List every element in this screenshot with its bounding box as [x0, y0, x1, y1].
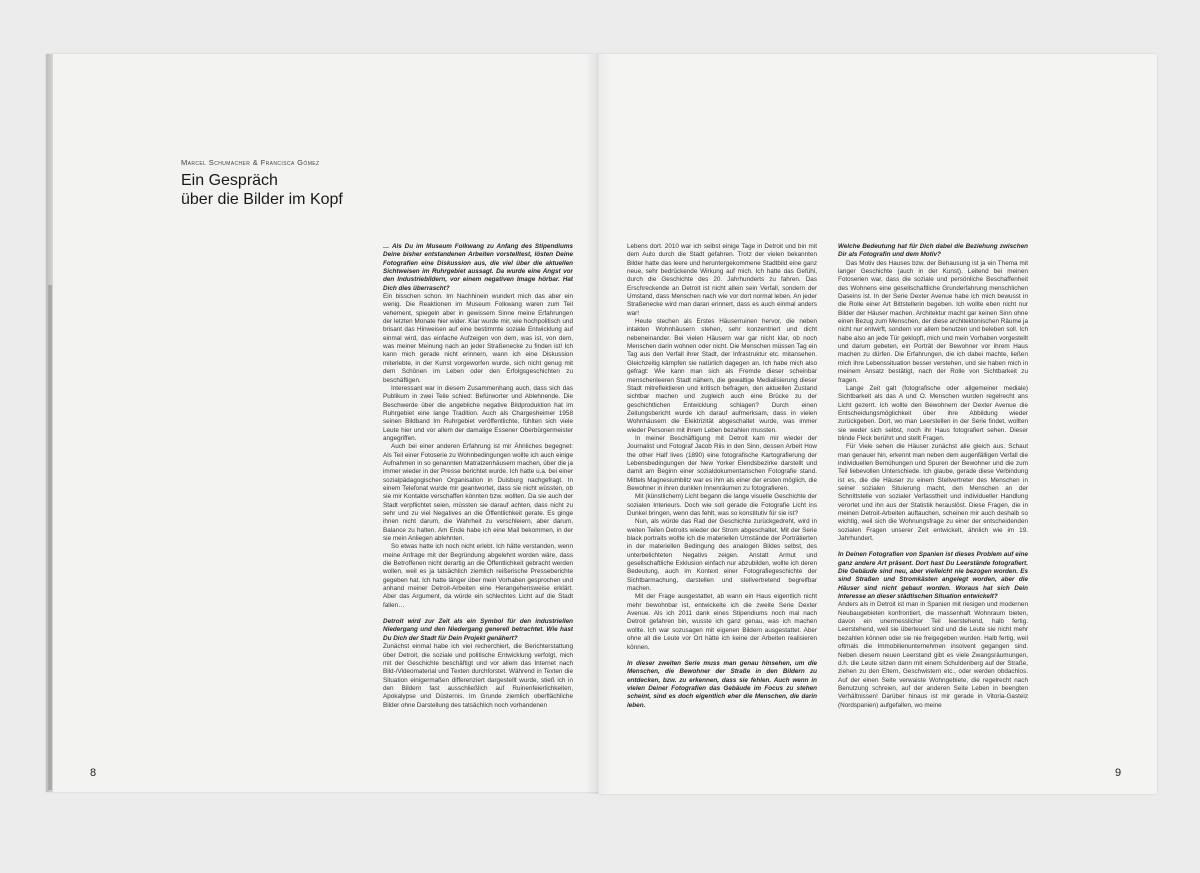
paragraph: Auch bei einer anderen Erfahrung ist mir Ähnliches begegnet: Als Teil einer Fotoserie zu Wohnbedingungen wollte ich auch einige Aufnahmen in so genannten Matratzenhäusern machen, über die ja immer wieder in der Presse berichtet wurde. Ich hatte u.a. bei einer sozialpädagogischen Organisation in Duisburg nachgefragt. In einem Telefonat wurde mir geantwortet, dass sie nicht wüssten, ob sie mir Kontakte verschaffen könnten bzw. wollten. Da sie auch der Stadt verpflichtet seien, müssten sie darauf achten, dass nicht zu sehr und zu viel Negatives an die Öffentlichkeit gerate. Es ginge ihnen nicht darum, die Wahrheit zu verschleiern, aber darum, Balance zu halten. Am Ende habe ich eine Mail bekommen, in der sie mein Anliegen ablehnten.: [383, 443, 573, 543]
interview-question: Welche Bedeutung hat für Dich dabei die Beziehung zwischen Dir als Fotografin und dem Motiv?: [838, 243, 1028, 259]
paragraph: Lange Zeit galt (fotografische oder allgemeiner mediale) Sichtbarkeit als das A und O. Menschen wurden regelrecht ans Licht gezerrt. Ich wollte den Bewohnern der Dexter Avenue die Entscheidungsmöglichkeit über ihre Abbildung wieder zurückgeben. Dort, wo man Leerstellen in der Serie findet, wollten sie weder sich selbst, noch ihr Haus fotografiert sehen. Dieser blinde Fleck berührt und stellt Fragen.: [838, 384, 1028, 442]
interview-question: In Deinen Fotografien von Spanien ist dieses Problem auf eine ganz andere Art präsent. Dort hast Du Leerstände fotografiert. Die Gebäude sind neu, aber vielleicht nie bezogen worden. Es sind Straßen und Stromkästen angelegt worden, aber die Häuser sind nicht gebaut worden. Woraus hat sich Dein Interesse an dieser städtischen Situation entwickelt?: [838, 551, 1028, 601]
paragraph: In meiner Beschäftigung mit Detroit kam mir wieder der Journalist und Fotograf Jacob Riis in den Sinn, dessen Arbeit How the other Half lives (1890) eine fotografische Kartografierung der Lebensbedingungen der New Yorker Elendsbezirke darstellt und damit am Beginn einer sozialdokumentarischen Fotografie stand. Mittels Magnesiumblitz war es ihm als einer der ersten möglich, die Bewohner in ihren dunklen Innenräumen zu fotografieren.: [627, 434, 817, 492]
interview-question: In dieser zweiten Serie muss man genau hinsehen, um die Menschen, die Bewohner der Straße in den Bildern zu entdecken, bzw. zu erkennen, dass sie fehlen. Auch wenn in vielen Deiner Fotografien das Gebäude im Focus zu stehen scheint, sind es doch eigentlich eher die Menschen, die darin leben.: [627, 659, 817, 709]
paragraph: Das Motiv des Hauses bzw. der Behausung ist ja ein Thema mit langer Geschichte (auch in der Kunst). Leitend bei meinen Fotoserien war, dass die soziale und persönliche Beschaffenheit des Wohnens eine gesellschaftliche Grunderfahrung menschlichen Daseins ist. In der Serie Dexter Avenue habe ich mich bewusst in die Rolle einer Art Bittstellerin begeben. Ich wollte eben nicht nur Bilder der Häuser machen. Architektur macht gar keinen Sinn ohne einen Bezug zum Menschen, der diese architektonischen Räume ja nicht nur entwirft, sondern vor allem benutzen und beleben soll. Ich habe also an jede Tür geklopft, mich und mein Vorhaben vorgestellt und darum gebeten, ein Porträt der Bewohner vor ihrem Haus machen zu dürfen. Die Erfahrungen, die ich dabei machte, ließen mich ihre Lebenssituation besser verstehen, und sie haben mich in meinem Ansatz bestätigt, nach der Rolle von Sichtbarkeit zu fragen.: [838, 259, 1028, 384]
paragraph: Interessant war in diesem Zusammenhang auch, dass sich das Publikum in zwei Teile schied: Befürworter und Ablehnende. Die Beschwerde über die angebliche negative Bildproduktion hat im Ruhrgebiet eine lange Tradition. Auch als Chargesheimer 1958 seinen Bildband Im Ruhrgebiet veröffentlichte, fühlten sich viele Leute hier und vor allem der damalige Essener Oberbürgermeister angegriffen.: [383, 384, 573, 442]
text-column: [627, 243, 817, 771]
paragraph: Mit der Frage ausgestattet, ab wann ein Haus eigentlich nicht mehr bewohnbar ist, entwickelte ich die zweite Serie Dexter Avenue. Als ich 2011 dank eines Stipendiums noch mal nach Detroit gefahren bin, wusste ich ganz genau, was ich machen wollte. Ich war sozusagen mit eigenen Bildern ausgestattet. Aber ohne all die Leute vor Ort hätte ich keine der Arbeiten realisieren können.: [627, 593, 817, 651]
title-line: über die Bilder im Kopf: [181, 191, 343, 208]
byline: Marcel Schumacher & Francisca Gómez: [181, 158, 320, 167]
paragraph: Heute stechen als Erstes Häuserruinen hervor, die neben intakten Wohnhäusern stehen, sehr konzentriert und dicht nebeneinander. Bei vielen Häusern war gar nicht klar, ob noch Menschen darin wohnen oder nicht. Die Menschen müssen Tag ein Tag aus den Verfall ihrer Stadt, der Infrastruktur etc. mitansehen. Gleichzeitig kämpfen sie natürlich dagegen an. Ich habe mich also gefragt: Wie kann man sich als Fremde dieser scheinbar menschenleeren Stadt nähern, die gewaltige Medialisierung dieser Stadt mitreflektieren und kritisch befragen, den aktuellen Zustand sichtbar machen und zugleich auch eine Brücke zu der geschichtlichen Entwicklung schlagen? Durch einen Zeitungsbericht wurde ich darauf aufmerksam, dass in vielen Wohnhäusern die Elektrizität abgeschaltet wurde, was immer wieder Personen mit ihrem Leben bezahlen mussten.: [627, 318, 817, 434]
paragraph: Anders als in Detroit ist man in Spanien mit riesigen und modernen Neubaugebieten konfrontiert, die massenhaft Wohnraum bieten, davon ein unermesslicher Teil leerstehend, halb fertig. Leerstehend, weil sie überteuert sind und die Leute sie nicht mehr bezahlen können oder sie nie freigegeben wurden. Halb fertig, weil oftmals die Immobilienunternehmen insolvent gegangen sind. Neben diesem neuen Leerstand gibt es viele Zwangsräumungen, d.h. die Leute sitzen dann mit einem Schuldenberg auf der Straße, ziehen zu den Eltern, Geschwistern etc., oder werden obdachlos. Auf der einen Seite verwaiste Wohngebiete, die regelrecht nach Benutzung schreien, auf der anderen Seite Leben in beengten Verhältnissen! Darüber hinaus ist mir gerade in Vitoria-Gasteiz (Nordspanien) aufgefallen, wo meine: [838, 601, 1028, 709]
article-title: [181, 171, 381, 209]
paragraph: Für Viele sehen die Häuser zunächst alle gleich aus. Schaut man genauer hin, erkennt man neben dem augenfälligen Verfall die individuellen Bemühungen und Spuren der Bewohner und die zum Teil liebevollen Unterschiede. Ich glaube, gerade diese Verbindung ist es, die die Häuser zu einem Stellvertreter des Menschen in seiner sozialen Situierung macht, den Menschen an der Schnittstelle von sozialer Verfasstheit und individueller Handlung verortet und ihn aus der Statistik herauslöst. Diese Fragen, die in meinen Detroit-Arbeiten auftauchen, scheinen mir auch deshalb so wichtig, weil sich die Wohnungsfrage zu einer der entscheidenden sozialen Fragen unserer Zeit entwickelt, ähnlich wie im 19. Jahrhundert.: [838, 443, 1028, 543]
text-column: [838, 243, 1028, 771]
paragraph: Zunächst einmal habe ich viel recherchiert, die Berichterstattung über Detroit, die soziale und politische Entwicklung verfolgt, mich mit der Geschichte beschäftigt und vor allem das Internet nach Bild-/Videomaterial und Texten durchforstet. Während in Texten die Situation einigermaßen differenziert dargestellt wurde, stieß ich in den Bildern fast ausschließlich auf Ruinenfeierlichkeiten, Apokalypse und Düsternis. Im Grunde ziemlich oberflächliche Bilder ohne Darstellung des tatsächlich noch vorhandenen: [383, 643, 573, 709]
paragraph: Nun, als würde das Rad der Geschichte zurückgedreht, wird in weiten Teilen Detroits wieder der Strom abgeschaltet. Mit der Serie black portraits wollte ich die materiellen Umstände der Porträtierten in der materiellen Bedingung des analogen Bildes selbst, des unterbelichteten Negativs zeigen. Anstatt Armut und gesellschaftliche Exklusion einfach nur abzubilden, wollte ich deren Bedeutung, auch im Kontext einer Fotografiegeschichte der Sichtbarmachung, darstellen und stellvertretend begreifbar machen.: [627, 518, 817, 593]
paragraph: Mit (künstlichem) Licht begann die lange visuelle Geschichte der sozialen Interieurs. Doch wie soll gerade die Fotografie Licht ins Dunkel bringen, wenn das fehlt, was so konstitutiv für sie ist?: [627, 493, 817, 517]
paragraph: Ein bisschen schon. Im Nachhinein wundert mich das aber ein wenig. Die Reaktionen im Museum Folkwang waren zum Teil vehement, spiegeln aber in gewissem Sinne meine Erfahrungen der letzten Monate hier wider. Klar wurde mir, wie hochpolitisch und brisant das Hinweisen auf eine bestimmte soziale Entwicklung auf einmal wird, das einfache Aufzeigen von dem, was ist, von dem, was meiner Meinung nach an jeder Straßenecke zu finden ist! Ich kann mich gerade nicht erinnern, wann ich eine Diskussion miterlebte, in der Kunst vorgeworfen wurde, sich nicht genug mit dem Schönen im Leben oder den Erfolgsgeschichten zu beschäftigen.: [383, 293, 573, 384]
interview-question: … Als Du im Museum Folkwang zu Anfang des Stipendiums Deine bisher entstandenen Arbeiten vorstelltest, lösten Deine Fotografien eine Diskussion aus, die viel über die aktuellen Sichtweisen im Ruhrgebiet aussagt. Da wurde eine Angst vor den Industriebildern, vor einem negativen Image hörbar. Hat Dich dies überrascht?: [383, 243, 573, 292]
text-column: [383, 243, 573, 771]
paragraph: Lebens dort. 2010 war ich selbst einige Tage in Detroit und bin mit dem Auto durch die Stadt gefahren. Trotz der vielen bekannten Bilder hatte das leere und heruntergekommene Stadtbild eine ganz neue, sehr bedrückende Wirkung auf mich. Ich hatte das Gefühl, durch die Geschichte des 20. Jahrhunderts zu fahren. Das Erschreckende an Detroit ist nicht allein sein Verfall, sondern der Umstand, dass Menschen nach wie vor dort normal leben. An jeder Straßenecke wird man daran erinnert, dass es auch einmal anders war!: [627, 243, 817, 317]
title-line: Ein Gespräch: [181, 172, 278, 189]
interview-question: Detroit wird zur Zeit als ein Symbol für den industriellen Niedergang und den Niedergang generell betrachtet. Wie hast Du Dich der Stadt für Dein Projekt genähert?: [383, 618, 573, 642]
page-number: 8: [90, 767, 97, 779]
page-number: 9: [1115, 767, 1122, 779]
page-edge-stack: [48, 285, 52, 790]
spine-shadow: [586, 54, 612, 794]
paragraph: So etwas hatte ich noch nicht erlebt. Ich hätte verstanden, wenn meine Anfrage mit der Begründung abgelehnt worden wäre, dass die Betroffenen nicht derartig an die Öffentlichkeit gebracht werden wollen, weil es ja tatsächlich ziemlich reißerische Presseberichte gegeben hat. Ich hatte länger über mein Vorhaben gesprochen und anhand meiner Detroit-Arbeiten eine Herangehensweise erklärt. Aber das Argument, da würde ein schlechtes Licht auf die Stadt fallen…: [383, 543, 573, 609]
